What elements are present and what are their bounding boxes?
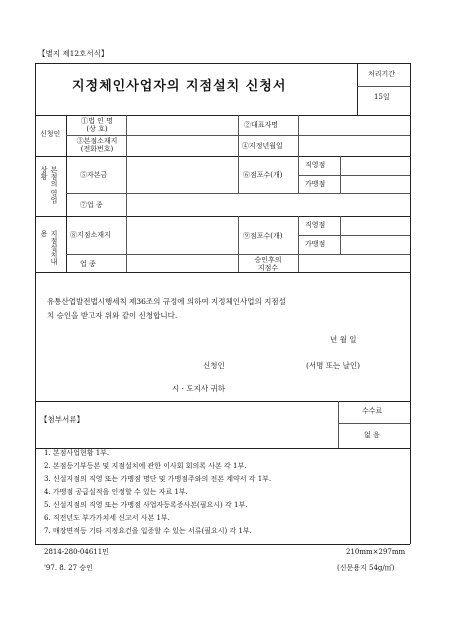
- title-divider: [357, 63, 358, 115]
- processing-value: 15일: [374, 93, 390, 101]
- attachment-item: 4. 가맹점 공급실적을 인정할 수 있는 자료 1부.: [44, 488, 188, 496]
- processing-divider: [357, 86, 410, 87]
- attachment-item: 5. 신설지점의 직영 또는 가맹점 사업자등록증사본(필요시) 각 1부.: [44, 501, 248, 509]
- attachment-item: 7. 매장면적등 기타 지정요건을 입증할 수 있는 서류(필요시) 각 1부.: [44, 527, 252, 535]
- footer-paper: (신문용지 54g/㎡): [337, 564, 395, 572]
- branch-label-divider: [126, 216, 127, 272]
- form-title: 지정체인사업자의 지점설치 신청서: [72, 79, 287, 94]
- fee-label: 수수료: [362, 407, 383, 415]
- business-type-label: ⑦업 종: [80, 201, 103, 209]
- applicant-section-label: 신청인: [40, 130, 61, 138]
- business-label-divider: [126, 156, 127, 216]
- branch-store-line: [298, 235, 410, 236]
- capital-label: ⑤자본금: [80, 171, 108, 179]
- business-status-label: 본점의 영업상황: [40, 166, 58, 204]
- attachment-item: 2. 본점등기부등본 및 지점설치에 관한 이사회 회의록 사본 각 1부.: [44, 462, 247, 470]
- applicant-label-divider: [126, 115, 127, 156]
- designation-date-label: ④지정년월일: [242, 142, 283, 150]
- corp-name-label: ①법 인 명 (상 호): [81, 117, 113, 134]
- branch-bottom-line: [35, 272, 410, 273]
- store-count-label: ⑥점포수(개): [243, 171, 283, 179]
- fee-mid-line: [338, 423, 410, 424]
- attachments-top-line: [35, 401, 410, 402]
- fee-divider: [338, 401, 339, 448]
- affiliated-store-label: 가맹점: [305, 180, 326, 188]
- signature-note: (서명 또는 날인): [306, 361, 361, 370]
- footer-approval: '97. 8. 27 승인: [44, 564, 93, 572]
- after-approval-label: 승인후의 지점수: [254, 256, 282, 273]
- frame-left: [35, 63, 36, 544]
- applicant-mid-divider: [238, 115, 239, 156]
- applicant-right-label-divider: [298, 115, 299, 156]
- direct-store-label: 직영점: [305, 161, 326, 169]
- frame-top: [35, 63, 410, 64]
- form-tag: 【별지 제12호서식】: [38, 49, 109, 58]
- date-line: 년 월 일: [330, 335, 357, 344]
- footer-size: 210mm×297mm: [346, 548, 406, 556]
- representative-label: ②대표자명: [244, 121, 279, 129]
- branch-location-label: ⑧지점소재지: [70, 231, 111, 239]
- business-mid-divider: [238, 156, 239, 193]
- processing-label: 처리기간: [368, 70, 396, 78]
- frame-right: [410, 63, 411, 544]
- recipient: 시 · 도지사 귀하: [172, 384, 226, 393]
- signature-label: 신청인: [203, 361, 225, 370]
- applicant-bottom-line: [35, 156, 410, 157]
- statement-text: 유통산업발전법시행세칙 제36조의 규정에 의하여 지정체인사업의 지점설 치 승인을 받고자 위와 같이 신청합니다.: [47, 297, 286, 321]
- branch-store-count-label: ⑨점포수(개): [243, 232, 283, 240]
- attachments-header: 【첨부서류】: [40, 415, 84, 424]
- branch-count-divider: [298, 216, 299, 272]
- business-mid-line: [66, 193, 410, 194]
- footer-code: 2814-280-04611민: [44, 548, 109, 556]
- head-office-label: ③본점소재지 (전화번호): [76, 137, 118, 154]
- attachment-item: 3. 신설지점의 직영 또는 가맹점 명단 및 가맹점주와의 전본 계약서 각 1부.: [44, 475, 272, 483]
- business-store-line: [298, 175, 410, 176]
- branch-affiliated-store-label: 가맹점: [305, 240, 326, 248]
- business-bottom-line: [35, 216, 410, 217]
- branch-section-label: 지점설치내용: [40, 230, 58, 265]
- attachment-item: 1. 본점사업현황 1부.: [44, 449, 110, 457]
- branch-direct-store-label: 직영점: [305, 221, 326, 229]
- frame-bottom: [35, 544, 410, 545]
- branch-mid-divider: [238, 216, 239, 272]
- title-bottom-line: [35, 115, 410, 116]
- attachment-item: 6. 직전년도 부가가치세 신고서 사본 1부.: [44, 514, 170, 522]
- branch-business-type-label: 업 종: [80, 260, 96, 268]
- fee-value: 없 음: [364, 431, 380, 439]
